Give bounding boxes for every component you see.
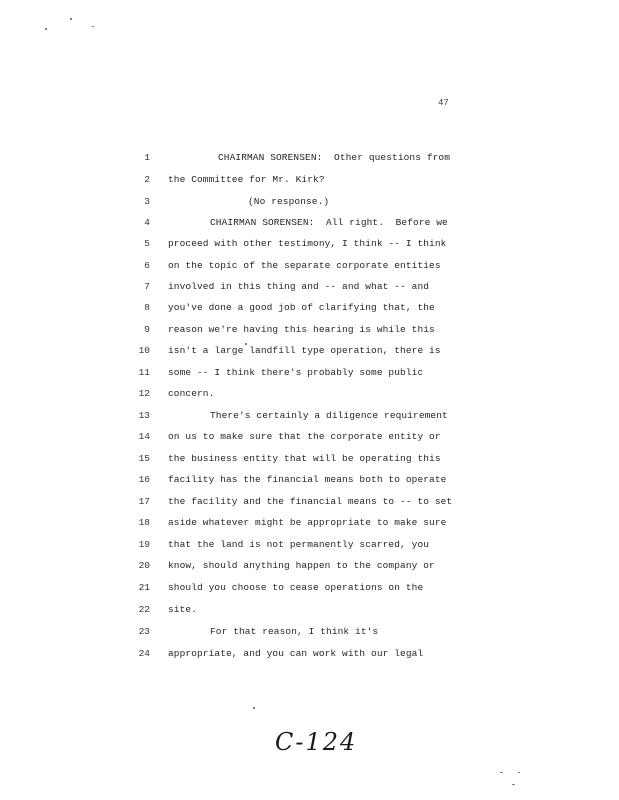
transcript-line [0,558,619,574]
line-number: 10 [138,345,150,356]
line-number: 1 [144,152,150,163]
transcript-line [0,386,619,402]
handwritten-exhibit-mark [275,728,365,764]
line-number: 23 [138,626,150,637]
line-number: 16 [138,474,150,485]
line-text: CHAIRMAN SORENSEN: Other questions from [218,152,451,163]
transcript-line [0,279,619,295]
line-text: CHAIRMAN SORENSEN: All right. Before we [210,217,448,228]
scan-speck [253,707,255,709]
line-text: the Committee for Mr. Kirk? [168,174,325,185]
transcript-line [0,429,619,445]
line-text: that the land is not permanently scarred, you [168,539,430,550]
transcript-line [0,472,619,488]
line-text: on us to make sure that the corporate entity or [168,431,441,442]
transcript-line [0,537,619,553]
transcript-line [0,322,619,338]
transcript-line [0,194,619,210]
line-text: aside whatever might be appropriate to make sure [168,517,447,528]
line-number: 5 [144,238,150,249]
line-number: 19 [138,539,150,550]
line-text: you've done a good job of clarifying that, the [168,302,435,313]
transcript-line [0,365,619,381]
line-text: For that reason, I think it's [210,626,379,637]
transcript-line [0,300,619,316]
line-text: facility has the financial means both to operate [168,474,447,485]
line-text: proceed with other testimony, I think -- I think [168,238,447,249]
scan-speck [92,26,94,27]
line-text: know, should anything happen to the company or [168,560,435,571]
line-text: site. [168,604,198,615]
line-number: 15 [138,453,150,464]
transcript-line [0,602,619,618]
scan-speck [245,343,247,345]
line-number: 2 [144,174,150,185]
line-text: on the topic of the separate corporate entities [168,260,441,271]
line-number: 11 [138,367,150,378]
line-text: the facility and the financial means to -- to set [168,496,453,507]
page-number: 47 [438,98,449,108]
scan-speck [70,18,72,20]
line-number: 4 [144,217,150,228]
transcript-line [0,172,619,188]
line-number: 22 [138,604,150,615]
line-number: 17 [138,496,150,507]
scan-speck [512,784,515,785]
line-text: the business entity that will be operating this [168,453,441,464]
transcript-line [0,494,619,510]
line-number: 3 [144,196,150,207]
line-number: 21 [138,582,150,593]
scan-speck [518,772,520,773]
line-number: 8 [144,302,150,313]
transcript-line [0,408,619,424]
transcript-line [0,215,619,231]
line-number: 13 [138,410,150,421]
line-number: 6 [144,260,150,271]
line-text: involved in this thing and -- and what -- and [168,281,430,292]
transcript-line [0,150,619,166]
line-number: 20 [138,560,150,571]
line-number: 14 [138,431,150,442]
transcript-line [0,343,619,359]
transcript-line [0,451,619,467]
line-number: 7 [144,281,150,292]
line-number: 18 [138,517,150,528]
transcript-line [0,646,619,662]
line-text: (No response.) [248,196,330,207]
line-text: isn't a large landfill type operation, there is [168,345,441,356]
transcript-line [0,258,619,274]
transcript-line [0,580,619,596]
transcript-line [0,236,619,252]
scan-speck [45,28,47,30]
line-number: 9 [144,324,150,335]
line-text: concern. [168,388,215,399]
transcript-line [0,624,619,640]
exhibit-number: C-124 [275,728,358,756]
line-text: reason we're having this hearing is while this [168,324,435,335]
line-text: should you choose to cease operations on the [168,582,424,593]
transcript-line [0,515,619,531]
line-text: appropriate, and you can work with our legal [168,648,424,659]
line-number: 24 [138,648,150,659]
line-number: 12 [138,388,150,399]
scan-speck [500,772,503,773]
line-text: There's certainly a diligence requirement [210,410,448,421]
line-text: some -- I think there's probably some public [168,367,424,378]
